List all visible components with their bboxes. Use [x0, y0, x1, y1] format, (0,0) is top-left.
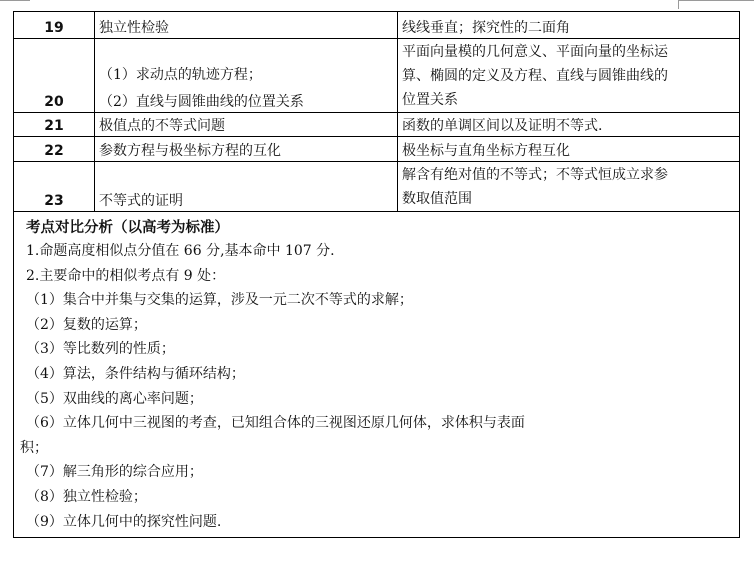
knowledge-points	[398, 39, 740, 113]
summary-line: （9）立体几何中的探究性问题.	[26, 513, 222, 530]
summary-line: （8）独立性检验；	[26, 488, 147, 505]
question-number: 19	[14, 12, 95, 39]
topic-line: （2）直线与圆锥曲线的位置关系	[99, 94, 304, 110]
question-topic: 不等式的证明	[95, 162, 398, 212]
top-rule-left	[0, 0, 30, 1]
summary-line: 1.命题高度相似点分值在 66 分,基本命中 107 分.	[26, 243, 335, 259]
points-line: 算、椭圆的定义及方程、直线与圆锥曲线的	[402, 68, 668, 84]
question-number: 21	[14, 113, 95, 137]
exam-comparison-table	[13, 11, 740, 538]
top-rule-right	[678, 0, 754, 1]
knowledge-points	[398, 162, 740, 212]
points-line: 数取值范围	[402, 191, 472, 207]
summary-line: （7）解三角形的综合应用；	[26, 464, 203, 481]
summary-line: （4）算法，条件结构与循环结构；	[26, 365, 245, 382]
page-corner-mark	[678, 0, 679, 9]
question-topic: 参数方程与极坐标方程的互化	[95, 137, 398, 162]
question-number: 20	[14, 39, 95, 113]
question-topic: 极值点的不等式问题	[95, 113, 398, 137]
topic-line: （1）求动点的轨迹方程；	[99, 67, 262, 83]
points-line: 平面向量模的几何意义、平面向量的坐标运	[402, 44, 668, 60]
knowledge-points: 极坐标与直角坐标方程互化	[398, 137, 740, 162]
summary-line: （6）立体几何中三视图的考查，已知组合体的三视图还原几何体，求体积与表面	[26, 415, 525, 432]
page-top-border	[0, 0, 754, 10]
summary-line: 积；	[20, 439, 48, 456]
summary-line: （1）集合中并集与交集的运算，涉及一元二次不等式的求解；	[26, 292, 413, 309]
points-line: 解含有绝对值的不等式；不等式恒成立求参	[402, 167, 668, 183]
question-number: 22	[14, 137, 95, 162]
table-row	[14, 113, 740, 137]
table-row	[14, 39, 740, 113]
question-topic: 独立性检验	[95, 12, 398, 39]
table-row	[14, 137, 740, 162]
summary-line: （2）复数的运算；	[26, 316, 147, 333]
summary-line: （3）等比数列的性质；	[26, 341, 175, 358]
summary-line: （5）双曲线的离心率问题；	[26, 390, 203, 407]
points-line: 位置关系	[402, 92, 458, 108]
table-row	[14, 162, 740, 212]
summary-title: 考点对比分析（以高考为标准）	[26, 219, 229, 236]
summary-line: 2.主要命中的相似考点有 9 处：	[26, 267, 226, 284]
question-number: 23	[14, 162, 95, 212]
knowledge-points: 函数的单调区间以及证明不等式.	[398, 113, 740, 137]
summary-row	[14, 212, 740, 538]
summary-cell	[14, 212, 740, 538]
knowledge-points: 线线垂直；探究性的二面角	[398, 12, 740, 39]
table-row	[14, 12, 740, 39]
question-topic	[95, 39, 398, 113]
